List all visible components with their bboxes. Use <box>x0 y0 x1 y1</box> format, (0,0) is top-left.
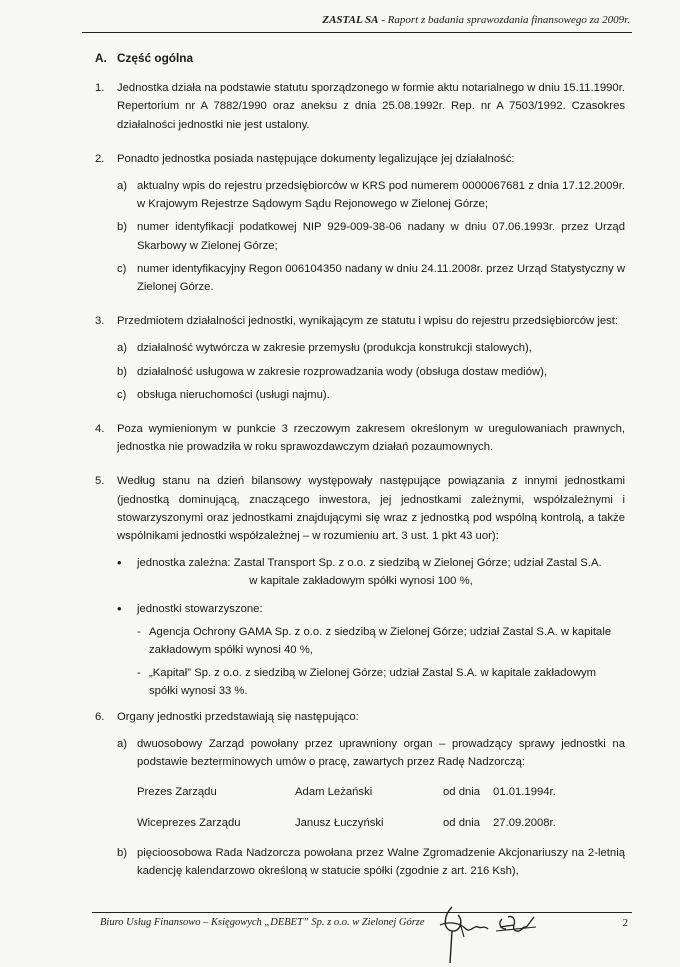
footer-text: Biuro Usług Finansowo – Księgowych „DEBET” Sp. z o.o. w Zielonej Górze <box>100 917 425 928</box>
list-marker: a) <box>117 180 128 193</box>
paragraph-text: Według stanu na dzień bilansowy występowały następujące powiązania z innymi jednostkami (jednostką dominującą, znaczącego inwestora, jej jednostkami zależnymi, współzależnymi i stowarzyszonymi oraz jednostkami znajdującymi się wraz z jednostką pod wspólną kontrolą, a także wspólnikami jednostki współzależnej – w rozumieniu art. 3 ust. 1 pkt 43 uor): <box>117 475 625 543</box>
member-date: 27.09.2008r. <box>493 816 556 829</box>
bullet-item <box>117 554 625 590</box>
list-item <box>117 844 625 880</box>
list-marker: a) <box>117 342 128 355</box>
section-heading <box>95 49 625 67</box>
paragraph-number: 5. <box>95 475 105 488</box>
bullet-line: jednostka zależna: Zastal Transport Sp. z o.o. z siedzibą w Zielonej Górze; udział Zastal S.A. <box>137 557 602 570</box>
list-marker: c) <box>117 388 127 401</box>
board-member-row <box>137 783 625 801</box>
list-text: działalność wytwórcza w zakresie przemysłu (produkcja konstrukcji stalowych), <box>137 342 532 355</box>
list-text: dwuosobowy Zarząd powołany przez uprawniony organ – prowadzący sprawy jednostki na podstawie bezterminowych umów o pracę, zawartych przez Radę Nadzorczą: <box>137 737 625 769</box>
bullet-marker: • <box>117 600 122 616</box>
header-title: - Raport z badania sprawozdania finansowego za 2009r. <box>378 14 630 26</box>
list-text: numer identyfikacji podatkowej NIP 929-009-38-06 nadany w dniu 07.06.1993r. przez Urząd Skarbowy w Zielonej Górze; <box>137 221 625 252</box>
document-body <box>95 49 625 880</box>
paragraph-text: Ponadto jednostka posiada następujące dokumenty legalizujące jej działalność: <box>117 152 515 165</box>
member-name: Adam Leżański <box>295 786 373 799</box>
paragraph-number: 3. <box>95 315 105 328</box>
bullet-line: w kapitale zakładowym spółki wynosi 100 %, <box>249 575 473 588</box>
list-text: aktualny wpis do rejestru przedsiębiorców w KRS pod numerem 0000067681 z dnia 17.12.2009r. w Krajowym Rejestrze Sądowym Sądu Rejonowego w Zielonej Górze; <box>137 180 625 211</box>
paragraph-6 <box>95 708 625 726</box>
bullet-item <box>117 600 625 618</box>
paragraph-4 <box>95 420 625 456</box>
header-text <box>322 14 630 26</box>
page-number: 2 <box>622 917 628 929</box>
paragraph-text: Przedmiotem działalności jednostki, wynikającym ze statutu i wpisu do rejestru przedsiębiorców jest: <box>117 315 619 328</box>
section-title: Część ogólna <box>117 51 194 65</box>
header-rule <box>82 32 632 33</box>
paragraph-1 <box>95 79 625 134</box>
list-marker: b) <box>117 221 128 234</box>
paragraph-number: 6. <box>95 710 105 723</box>
paragraph-number: 1. <box>95 82 105 95</box>
list-item <box>117 363 625 381</box>
header-company: ZASTAL SA <box>322 14 379 26</box>
dash-text: Agencja Ochrony GAMA Sp. z o.o. z siedzibą w Zielonej Górze; udział Zastal S.A. w kapitale zakładowym spółki wynosi 40 %, <box>149 625 612 657</box>
list-item <box>117 339 625 357</box>
list-text: pięcioosobowa Rada Nadzorcza powołana przez Walne Zgromadzenie Akcjonariuszy na 2-letnią kadencję kalendarzowo określoną w statucie spółki (zgodnie z art. 216 Ksh), <box>137 846 625 877</box>
member-date: 01.01.1994r. <box>493 786 556 799</box>
list-marker: b) <box>117 365 128 378</box>
list-item <box>117 177 625 213</box>
dash-item <box>137 623 625 659</box>
member-od: od dnia <box>443 816 481 829</box>
paragraph-3 <box>95 312 625 330</box>
member-od: od dnia <box>443 786 481 799</box>
list-item <box>117 218 625 254</box>
list-text: działalność usługowa w zakresie rozprowadzania wody (obsługa dostaw mediów), <box>137 365 548 378</box>
list-text: obsługa nieruchomości (usługi najmu). <box>137 388 330 401</box>
list-item <box>117 386 625 404</box>
list-item <box>117 260 625 296</box>
dash-item <box>137 664 625 700</box>
list-marker: b) <box>117 846 128 859</box>
dash-marker: - <box>137 625 141 638</box>
board-member-row <box>137 814 625 832</box>
paragraph-number: 2. <box>95 152 105 165</box>
handwritten-signature <box>430 885 550 965</box>
member-role: Prezes Zarządu <box>137 786 217 799</box>
bullet-text: jednostki stowarzyszone: <box>137 602 263 615</box>
paragraph-5 <box>95 472 625 545</box>
paragraph-text: Jednostka działa na podstawie statutu sporządzonego w formie aktu notarialnego w dniu 15.11.1990r. Repertorium nr A 7882/1990 oraz aneksu z dnia 25.08.1992r. Rep. nr A 7503/1992. Czasokres działalności jednostki nie jest ustalony. <box>117 82 625 131</box>
dash-marker: - <box>137 667 141 680</box>
footer-rule <box>92 912 632 913</box>
paragraph-text: Poza wymienionym w punkcie 3 rzeczowym zakresem określonym w uregulowaniach prawnych, jednostka nie prowadziła w roku sprawozdawczym działań pozaumownych. <box>117 423 625 454</box>
dash-text: „Kapitał” Sp. z o.o. z siedzibą w Zielonej Górze; udział Zastal S.A. w kapitale zakładowym spółki wynosi 33 %. <box>149 667 597 698</box>
section-letter: A. <box>95 51 107 65</box>
list-marker: c) <box>117 262 127 275</box>
member-role: Wiceprezes Zarządu <box>137 816 241 829</box>
member-name: Janusz Łuczyński <box>295 816 384 829</box>
paragraph-text: Organy jednostki przedstawiają się następująco: <box>117 710 359 723</box>
list-text: numer identyfikacyjny Regon 006104350 nadany w dniu 24.11.2008r. przez Urząd Statystyczny w Zielonej Górze. <box>137 262 625 294</box>
paragraph-number: 4. <box>95 423 105 436</box>
bullet-marker: • <box>117 555 122 571</box>
paragraph-2 <box>95 150 625 168</box>
bullet-text <box>137 554 625 590</box>
list-marker: a) <box>117 737 128 750</box>
list-item <box>117 735 625 771</box>
